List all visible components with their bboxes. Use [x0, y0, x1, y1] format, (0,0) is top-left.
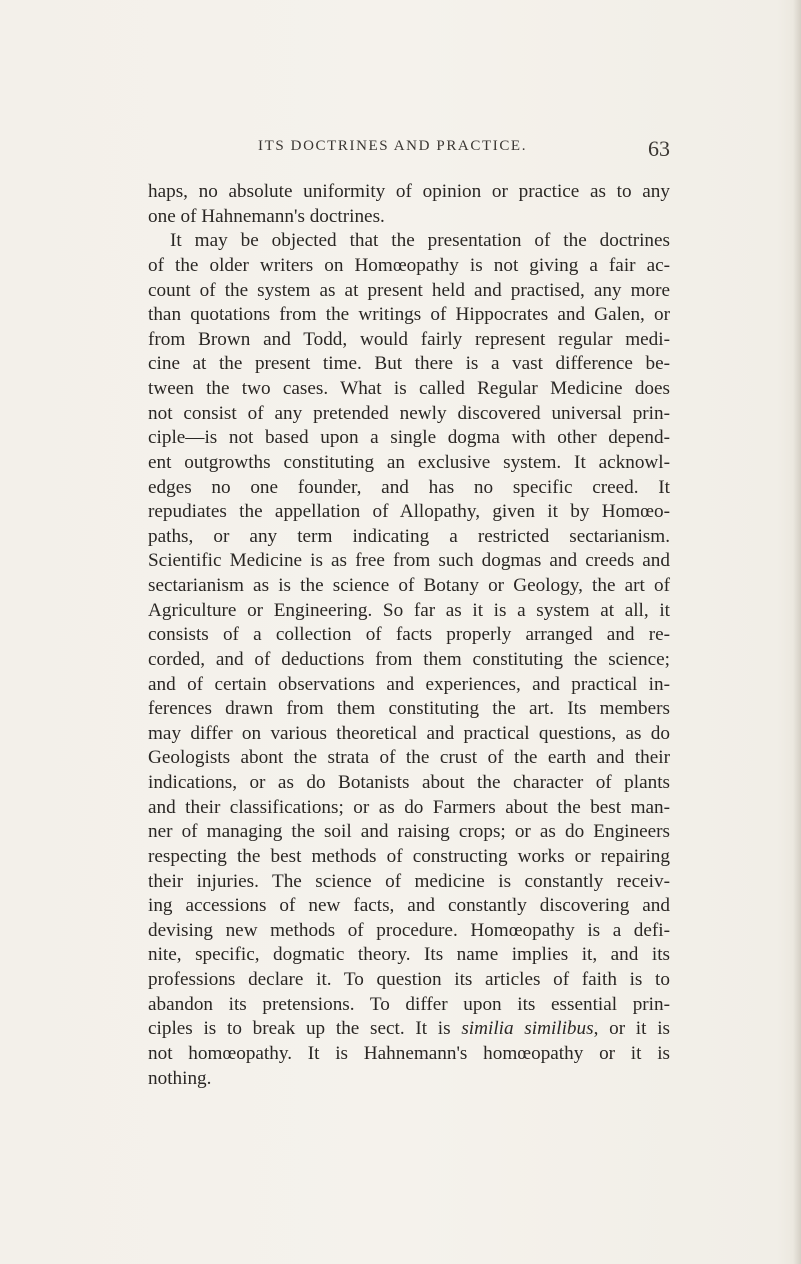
text-line: may differ on various theoretical and practical questions, as do — [148, 722, 670, 744]
text-line: indications, or as do Botanists about the character of plants — [148, 772, 670, 793]
text-line: and of certain observations and experiences, and practical in- — [148, 673, 670, 695]
text-line: count of the system as at present held and practised, any more — [148, 279, 670, 301]
italic-phrase: similia similibus — [461, 1018, 594, 1040]
text-line: one of Hahnemann's doctrines. — [148, 205, 385, 227]
text-line: ing accessions of new facts, and constantly discovering and — [148, 895, 670, 917]
text-line-with-italic — [148, 1017, 670, 1042]
text-line: repudiates the appellation of Allopathy, given it by Homœo- — [148, 501, 670, 523]
text-line: their injuries. The science of medicine is constantly receiv- — [148, 870, 670, 892]
text-line: professions declare it. To question its articles of faith is to — [148, 969, 670, 990]
text-line: of the older writers on Homœopathy is not giving a fair ac- — [148, 254, 670, 276]
page-edge-shadow — [793, 0, 801, 1264]
text-line: haps, no absolute uniformity of opinion or practice as to any — [148, 181, 670, 202]
body-text — [148, 180, 670, 1091]
text-line: nite, specific, dogmatic theory. Its name implies it, and its — [148, 944, 670, 966]
text-line: than quotations from the writings of Hippocrates and Galen, or — [148, 304, 670, 326]
text-segment: ciples is to break up the sect. It is — [148, 1018, 451, 1040]
text-line: consists of a collection of facts properly arranged and re- — [148, 624, 670, 646]
text-line: ferences drawn from them constituting the art. Its members — [148, 698, 670, 720]
running-head — [148, 136, 670, 162]
text-line: ciple—is not based upon a single dogma with other depend- — [148, 427, 670, 449]
text-line: cine at the present time. But there is a vast difference be- — [148, 353, 670, 375]
text-line: Geologists abont the strata of the crust of the earth and their — [148, 747, 670, 769]
running-title: ITS DOCTRINES AND PRACTICE. — [258, 138, 528, 154]
text-line: not consist of any pretended newly discovered universal prin- — [148, 402, 670, 424]
text-line: Agriculture or Engineering. So far as it is a system at all, it — [148, 599, 670, 621]
page-number: 63 — [648, 136, 670, 161]
text-line: paths, or any term indicating a restricted sectarianism. — [148, 525, 670, 547]
text-line: not homœopathy. It is Hahnemann's homœopathy or it is — [148, 1042, 670, 1064]
text-line: and their classifications; or as do Farmers about the best man- — [148, 796, 670, 818]
text-line: abandon its pretensions. To differ upon its essential prin- — [148, 993, 670, 1015]
text-segment: , or it is — [593, 1018, 670, 1040]
text-line: respecting the best methods of constructing works or repairing — [148, 845, 670, 867]
text-line: ent outgrowths constituting an exclusive system. It acknowl- — [148, 451, 670, 473]
text-line: sectarianism as is the science of Botany or Geology, the art of — [148, 575, 670, 596]
text-line: tween the two cases. What is called Regular Medicine does — [148, 378, 670, 399]
text-line: devising new methods of procedure. Homœopathy is a defi- — [148, 919, 670, 941]
text-line: It may be objected that the presentation of the doctrines — [170, 230, 670, 252]
text-line: corded, and of deductions from them constituting the science; — [148, 648, 670, 670]
text-line: Scientific Medicine is as free from such dogmas and creeds and — [148, 550, 670, 572]
text-line: nothing. — [148, 1067, 212, 1089]
text-line: edges no one founder, and has no specific creed. It — [148, 476, 670, 498]
text-line: ner of managing the soil and raising crops; or as do Engineers — [148, 821, 670, 843]
text-line: from Brown and Todd, would fairly represent regular medi- — [148, 328, 670, 350]
